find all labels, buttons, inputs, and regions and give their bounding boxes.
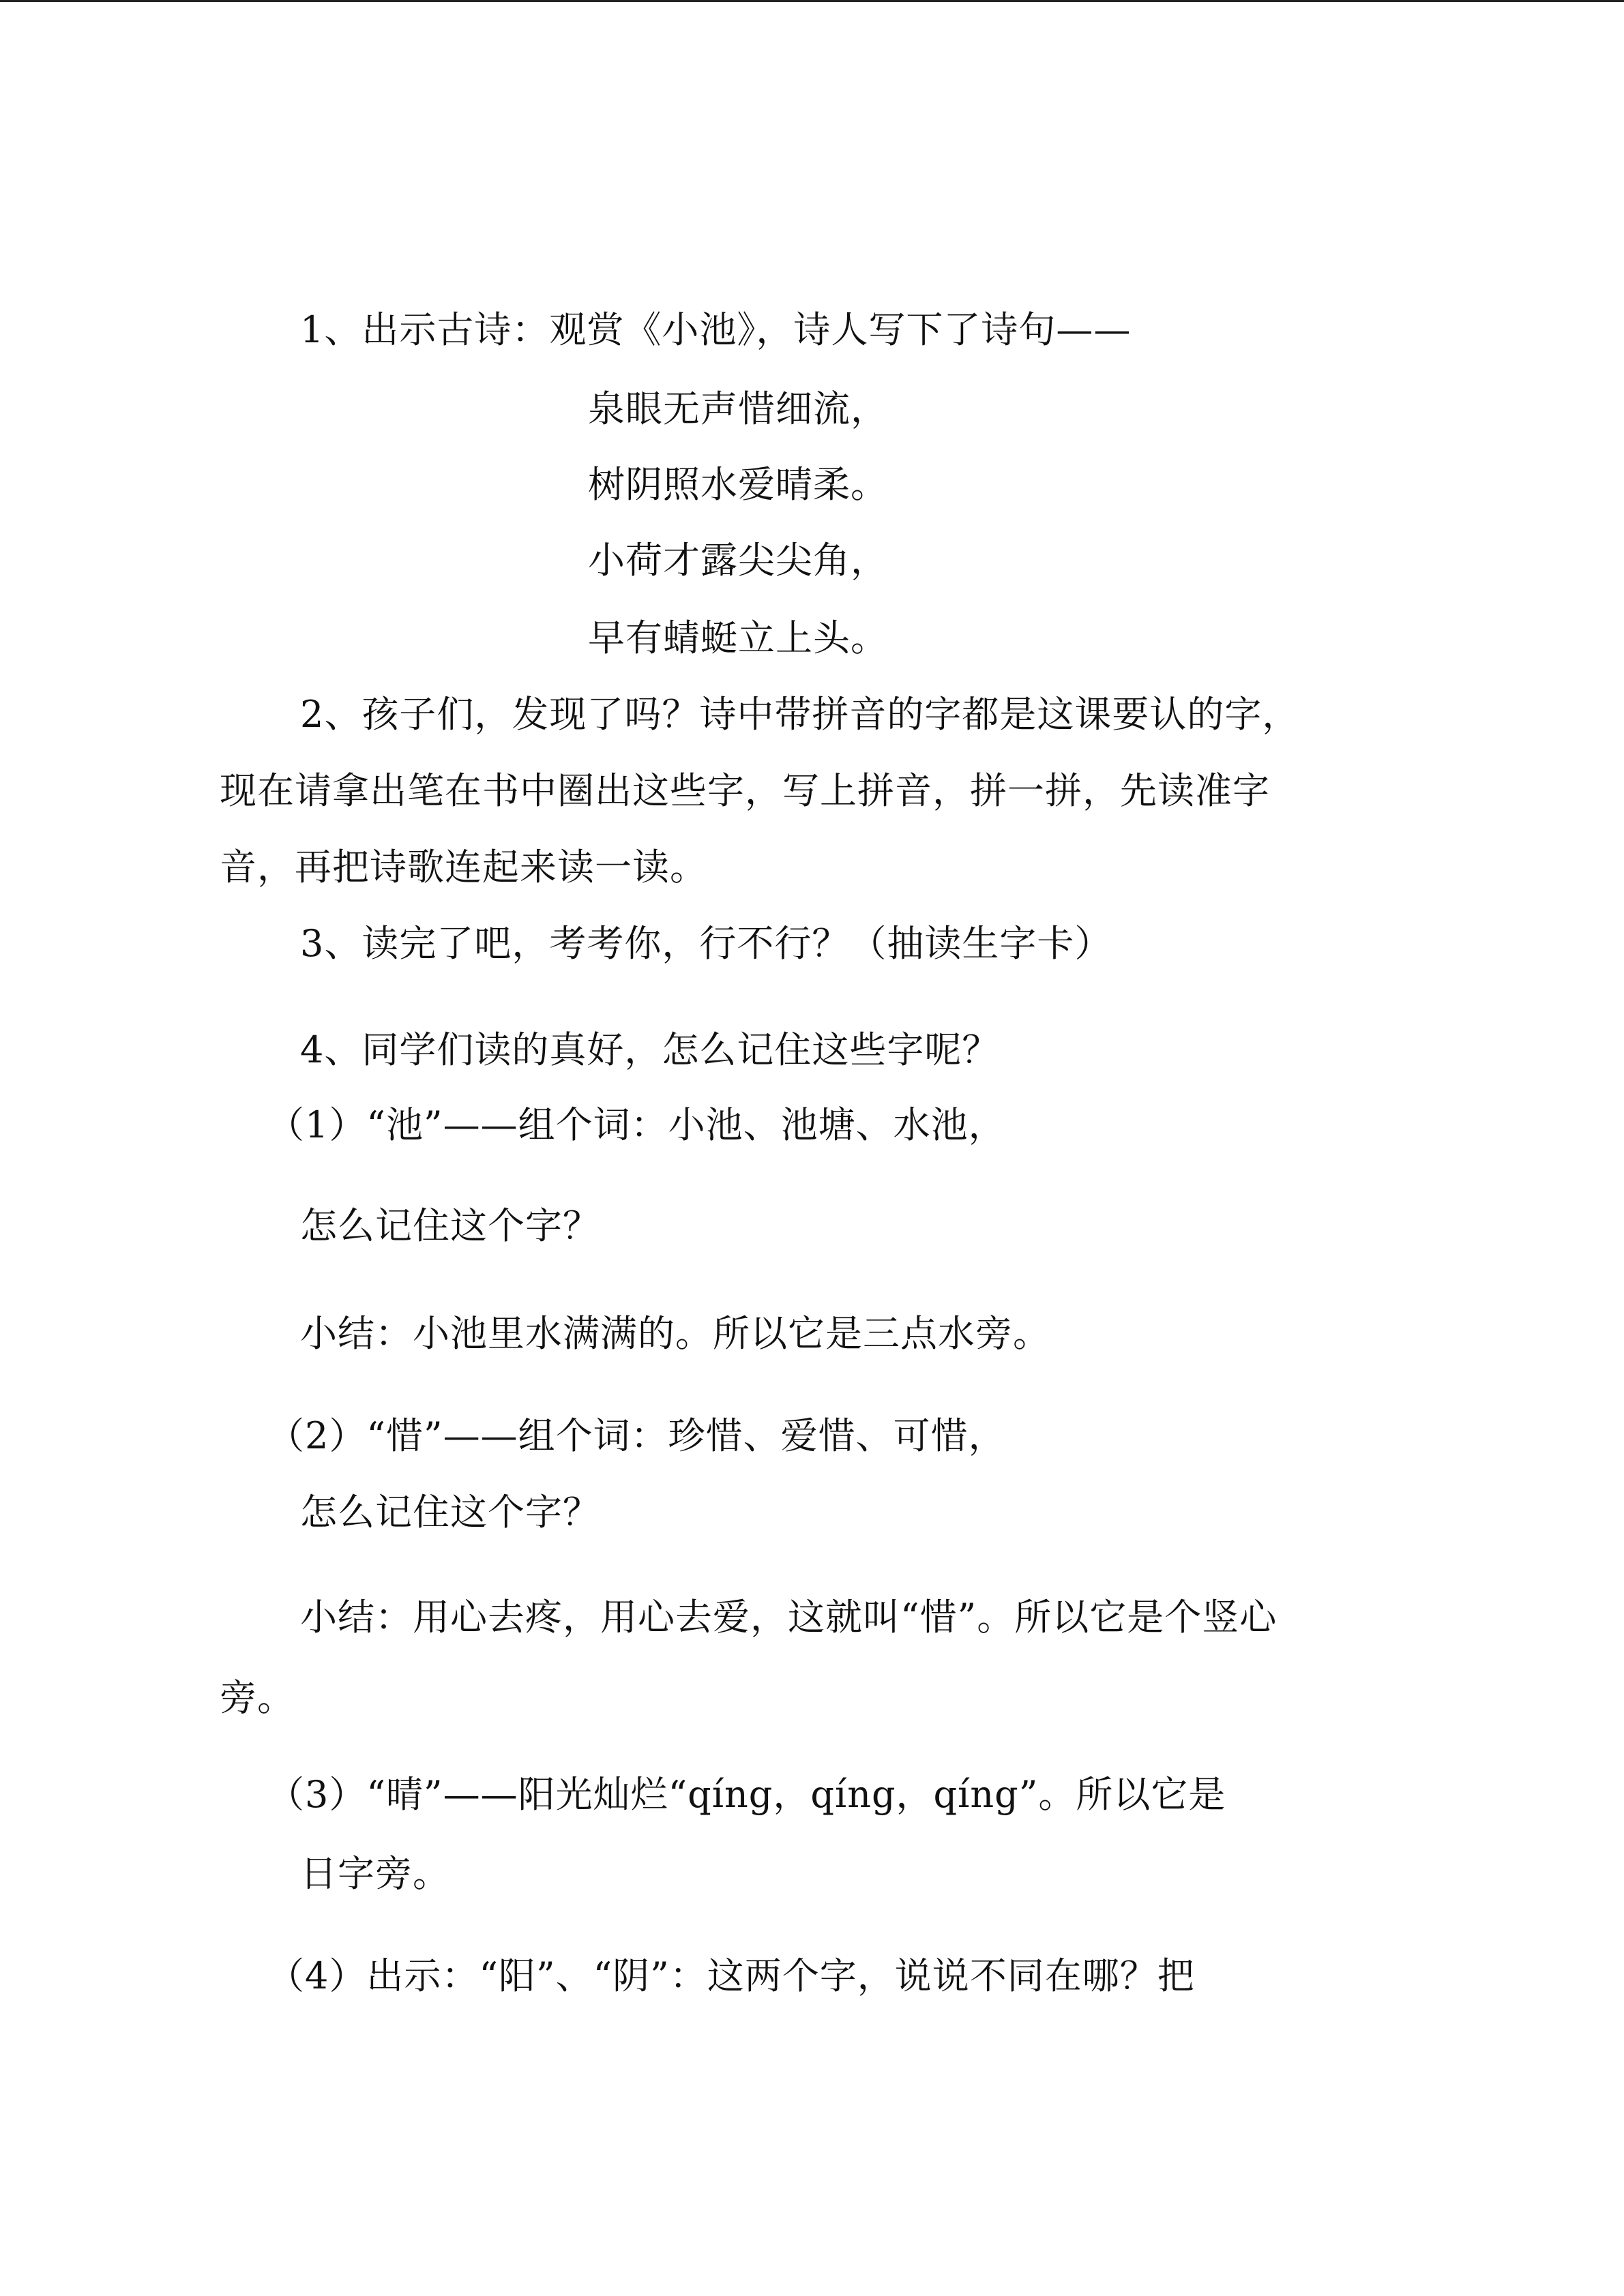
item-4-line-1: （4）出示：“阳”、“阴”：这两个字，说说不同在哪？把 xyxy=(267,1954,1195,1997)
paragraph-4: 4、同学们读的真好，怎么记住这些字呢？ xyxy=(300,1028,1000,1071)
item-2-summary-line-1: 小结：用心去疼，用心去爱，这就叫“惜”。所以它是个竖心 xyxy=(300,1596,1278,1639)
item-1-summary: 小结：小池里水满满的。所以它是三点水旁。 xyxy=(300,1312,1050,1355)
poem-line-2: 树阴照水爱晴柔。 xyxy=(588,463,888,506)
item-3-line-1: （3）“晴”——阳光灿烂“qíng，qíng，qíng”。所以它是 xyxy=(267,1773,1226,1816)
item-2-question: 怎么记住这个字？ xyxy=(300,1491,600,1534)
page-top-border xyxy=(0,0,1624,2)
paragraph-1: 1、出示古诗：观赏《小池》，诗人写下了诗句—— xyxy=(300,308,1132,351)
poem-line-4: 早有蜻蜓立上头。 xyxy=(588,616,888,659)
paragraph-2-line-2: 现在请拿出笔在书中圈出这些字，写上拼音，拼一拼，先读准字 xyxy=(220,769,1270,812)
poem-line-3: 小荷才露尖尖角， xyxy=(588,539,888,582)
paragraph-3: 3、读完了吧，考考你，行不行？（抽读生字卡） xyxy=(300,922,1112,965)
item-3-line-2: 日字旁。 xyxy=(300,1852,450,1895)
item-2-summary-line-2: 旁。 xyxy=(220,1676,295,1719)
poem-line-1: 泉眼无声惜细流， xyxy=(588,387,888,430)
item-2-heading: （2）“惜”——组个词：珍惜、爱惜、可惜， xyxy=(267,1414,1006,1457)
paragraph-2-line-1: 2、孩子们，发现了吗？诗中带拼音的字都是这课要认的字， xyxy=(300,693,1300,736)
paragraph-2-line-3: 音，再把诗歌连起来读一读。 xyxy=(220,846,707,889)
item-1-question: 怎么记住这个字？ xyxy=(300,1204,600,1247)
item-1-heading: （1）“池”——组个词：小池、池塘、水池， xyxy=(267,1103,1006,1146)
